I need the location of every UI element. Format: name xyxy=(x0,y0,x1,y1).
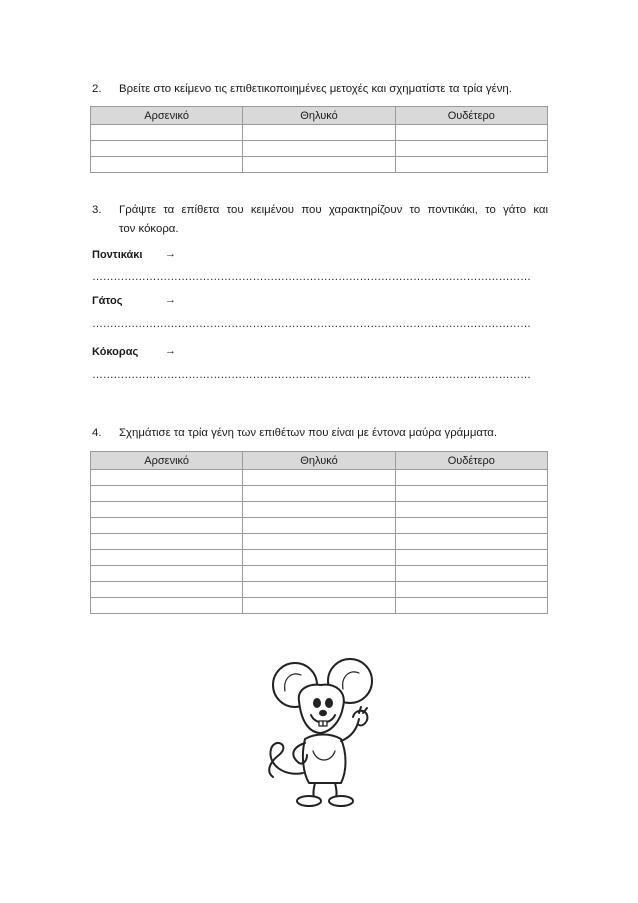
answer-line-rooster[interactable]: …………………………………………………………………………………………………………… xyxy=(92,369,531,381)
answer-cell-neuter[interactable] xyxy=(395,598,547,614)
answer-cell-feminine[interactable] xyxy=(243,550,395,566)
table-row xyxy=(91,470,548,486)
table-row xyxy=(91,157,548,173)
answer-cell-neuter[interactable] xyxy=(395,518,547,534)
answer-cell-masculine[interactable] xyxy=(91,141,243,157)
answer-cell-neuter[interactable] xyxy=(395,141,547,157)
table-row xyxy=(91,125,548,141)
answer-cell-feminine[interactable] xyxy=(243,125,395,141)
answer-cell-feminine[interactable] xyxy=(243,486,395,502)
answer-cell-masculine[interactable] xyxy=(91,125,243,141)
answer-cell-masculine[interactable] xyxy=(91,518,243,534)
question-text-line-1: Γράψτε τα επίθετα του κειμένου που χαρακτηρίζουν το ποντικάκι, το γάτο και xyxy=(119,204,548,216)
arrow-icon: → xyxy=(165,248,176,260)
question-text-line-2: τον κόκορα. xyxy=(119,223,179,235)
answer-cell-neuter[interactable] xyxy=(395,550,547,566)
question-number: 4. xyxy=(92,427,102,439)
answer-cell-feminine[interactable] xyxy=(243,598,395,614)
header-neuter: Ουδέτερο xyxy=(395,452,547,470)
table-row xyxy=(91,566,548,582)
answer-cell-feminine[interactable] xyxy=(243,470,395,486)
answer-cell-masculine[interactable] xyxy=(91,582,243,598)
answer-cell-neuter[interactable] xyxy=(395,157,547,173)
arrow-icon: → xyxy=(165,345,176,357)
table-row xyxy=(91,502,548,518)
gender-table-2 xyxy=(90,451,548,614)
table-row xyxy=(91,534,548,550)
answer-cell-feminine[interactable] xyxy=(243,518,395,534)
answer-cell-feminine[interactable] xyxy=(243,566,395,582)
header-masculine: Αρσενικό xyxy=(91,452,243,470)
answer-label-cat: Γάτος xyxy=(92,295,123,307)
answer-cell-feminine[interactable] xyxy=(243,157,395,173)
table-header-row xyxy=(91,107,548,125)
answer-cell-masculine[interactable] xyxy=(91,534,243,550)
header-feminine: Θηλυκό xyxy=(243,452,395,470)
header-neuter: Ουδέτερο xyxy=(395,107,547,125)
answer-label-mouse: Ποντικάκι xyxy=(92,249,143,261)
gender-table-1 xyxy=(90,106,548,173)
answer-cell-masculine[interactable] xyxy=(91,598,243,614)
table-row xyxy=(91,550,548,566)
answer-cell-masculine[interactable] xyxy=(91,486,243,502)
answer-cell-feminine[interactable] xyxy=(243,141,395,157)
answer-line-mouse[interactable]: …………………………………………………………………………………………………………… xyxy=(92,271,531,283)
answer-cell-neuter[interactable] xyxy=(395,566,547,582)
table-row xyxy=(91,582,548,598)
answer-cell-masculine[interactable] xyxy=(91,157,243,173)
answer-cell-masculine[interactable] xyxy=(91,550,243,566)
answer-line-cat[interactable]: …………………………………………………………………………………………………………… xyxy=(92,318,531,330)
answer-cell-feminine[interactable] xyxy=(243,502,395,518)
answer-cell-neuter[interactable] xyxy=(395,470,547,486)
answer-cell-feminine[interactable] xyxy=(243,534,395,550)
header-masculine: Αρσενικό xyxy=(91,107,243,125)
table-header-row xyxy=(91,452,548,470)
question-text: Βρείτε στο κείμενο τις επιθετικοποιημένες μετοχές και σχηματίστε τα τρία γένη. xyxy=(119,83,512,95)
answer-label-rooster: Κόκορας xyxy=(92,346,139,358)
question-number: 3. xyxy=(92,204,102,216)
mouse-cartoon-illustration xyxy=(255,655,380,810)
answer-cell-neuter[interactable] xyxy=(395,486,547,502)
table-row xyxy=(91,598,548,614)
answer-cell-neuter[interactable] xyxy=(395,534,547,550)
arrow-icon: → xyxy=(165,294,176,306)
table-row xyxy=(91,141,548,157)
answer-cell-feminine[interactable] xyxy=(243,582,395,598)
answer-cell-neuter[interactable] xyxy=(395,502,547,518)
answer-cell-neuter[interactable] xyxy=(395,582,547,598)
table-row xyxy=(91,518,548,534)
table-row xyxy=(91,486,548,502)
answer-cell-masculine[interactable] xyxy=(91,470,243,486)
answer-cell-masculine[interactable] xyxy=(91,502,243,518)
header-feminine: Θηλυκό xyxy=(243,107,395,125)
answer-cell-masculine[interactable] xyxy=(91,566,243,582)
answer-cell-neuter[interactable] xyxy=(395,125,547,141)
question-text: Σχημάτισε τα τρία γένη των επιθέτων που είναι με έντονα μαύρα γράμματα. xyxy=(119,427,498,439)
question-number: 2. xyxy=(92,83,102,95)
